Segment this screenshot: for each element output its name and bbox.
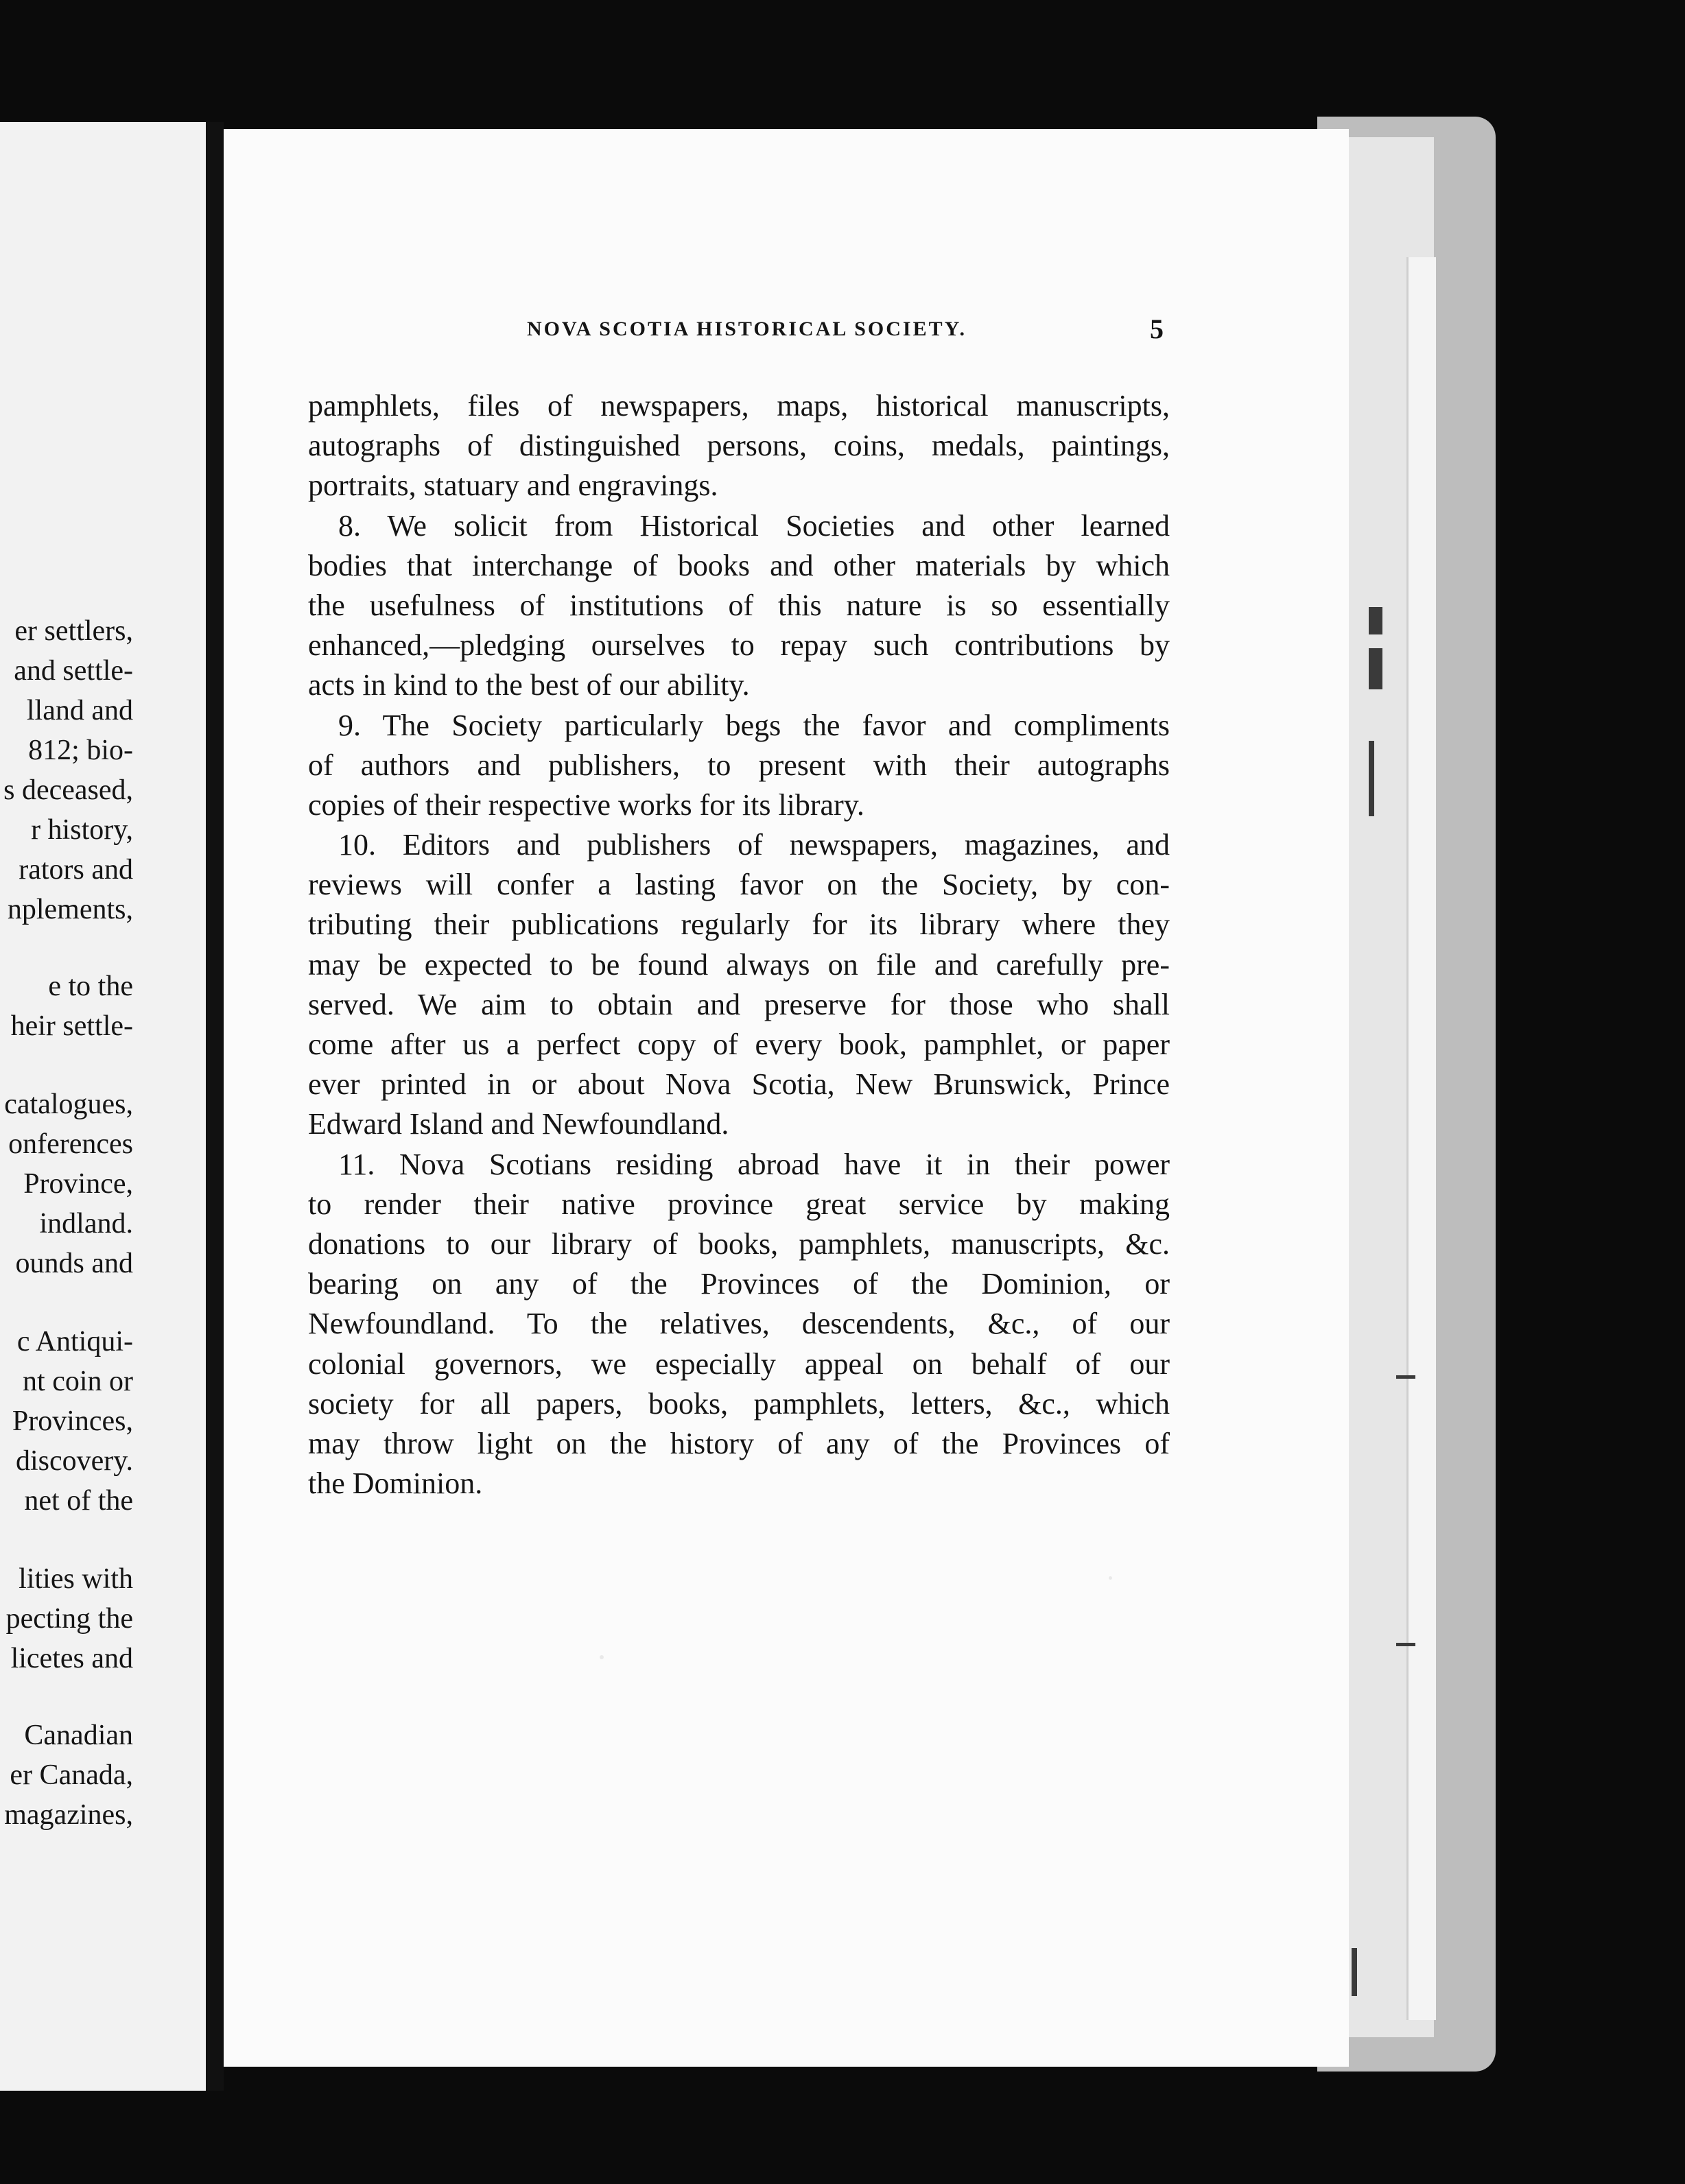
fore-edge bbox=[1406, 257, 1436, 2020]
left-page-line: Province, bbox=[23, 1168, 133, 1200]
text-line: 11. Nova Scotians residing abroad have it in their power bbox=[338, 1147, 1170, 1181]
left-page-line: ounds and bbox=[15, 1248, 133, 1279]
left-page-line: r history, bbox=[31, 814, 133, 846]
page-number: 5 bbox=[1150, 313, 1164, 344]
edge-mark bbox=[1352, 1948, 1357, 1996]
left-page-line: nplements, bbox=[7, 894, 133, 925]
text-line: reviews will confer a lasting favor on the Society, by con- bbox=[308, 868, 1170, 902]
left-page-line: er settlers, bbox=[14, 615, 133, 647]
text-line: acts in kind to the best of our ability. bbox=[308, 668, 750, 702]
left-page-line: magazines, bbox=[4, 1799, 133, 1831]
text-line: ever printed in or about Nova Scotia, New Brunswick, Prince bbox=[308, 1067, 1170, 1102]
edge-mark bbox=[1369, 741, 1374, 816]
left-page-line: Provinces, bbox=[12, 1405, 133, 1437]
left-page-line: lland and bbox=[26, 695, 133, 726]
text-line: to render their native province great service by making bbox=[308, 1187, 1170, 1221]
text-line: 9. The Society particularly begs the favor and compliments bbox=[338, 708, 1170, 742]
book-gutter bbox=[206, 122, 224, 2091]
text-line: 10. Editors and publishers of newspapers, magazines, and bbox=[338, 828, 1170, 862]
left-page-line: heir settle- bbox=[10, 1010, 133, 1042]
text-line: the usefulness of institutions of this nature is so essentially bbox=[308, 588, 1170, 622]
text-line: pamphlets, files of newspapers, maps, historical manuscripts, bbox=[308, 389, 1170, 423]
left-page-line: pecting the bbox=[5, 1603, 133, 1635]
left-page-line: Canadian bbox=[24, 1720, 133, 1751]
left-page-line: c Antiqui- bbox=[16, 1326, 133, 1357]
text-line: may throw light on the history of any of the Provinces of bbox=[308, 1426, 1170, 1460]
text-line: come after us a perfect copy of every book, pamphlet, or paper bbox=[308, 1028, 1170, 1061]
edge-mark bbox=[1369, 607, 1382, 634]
text-line: portraits, statuary and engravings. bbox=[308, 468, 718, 503]
text-line: of authors and publishers, to present with their autographs bbox=[308, 748, 1170, 782]
running-head bbox=[0, 312, 1685, 346]
text-line: tributing their publications regularly for its library where they bbox=[308, 907, 1170, 942]
edge-mark bbox=[1396, 1375, 1415, 1379]
left-page-line: licetes and bbox=[10, 1643, 133, 1674]
left-page-line: onferences bbox=[8, 1128, 133, 1160]
running-title: NOVA SCOTIA HISTORICAL SOCIETY. bbox=[527, 318, 967, 340]
edge-mark bbox=[1369, 648, 1382, 689]
text-line: Edward Island and Newfoundland. bbox=[308, 1107, 729, 1141]
left-page-line: 812; bio- bbox=[28, 735, 133, 766]
left-page-line: e to the bbox=[48, 971, 133, 1002]
left-page bbox=[0, 122, 206, 2091]
text-line: served. We aim to obtain and preserve for those who shall bbox=[308, 987, 1170, 1021]
left-page-line: s deceased, bbox=[3, 774, 133, 806]
text-line: Newfoundland. To the relatives, descendents, &c., of our bbox=[308, 1307, 1170, 1341]
left-page-line: and settle- bbox=[14, 655, 133, 687]
text-line: copies of their respective works for its library. bbox=[308, 787, 864, 822]
text-line: autographs of distinguished persons, coins, medals, paintings, bbox=[308, 429, 1170, 463]
left-page-line: rators and bbox=[19, 854, 133, 886]
left-page-line: nt coin or bbox=[23, 1366, 133, 1397]
text-line: colonial governors, we especially appeal on behalf of our bbox=[308, 1346, 1170, 1381]
text-line: enhanced,—pledging ourselves to repay such contributions by bbox=[308, 628, 1170, 663]
left-page-line: lities with bbox=[19, 1563, 133, 1595]
page-body bbox=[308, 386, 1170, 1504]
text-line: the Dominion. bbox=[308, 1467, 483, 1501]
left-page-line: net of the bbox=[24, 1485, 133, 1517]
left-page-line: discovery. bbox=[15, 1445, 133, 1477]
text-line: may be expected to be found always on file and carefully pre- bbox=[308, 947, 1170, 982]
text-line: 8. We solicit from Historical Societies and other learned bbox=[338, 508, 1170, 543]
text-line: bodies that interchange of books and other materials by which bbox=[308, 548, 1170, 582]
left-page-line: er Canada, bbox=[10, 1759, 133, 1791]
text-line: donations to our library of books, pamphlets, manuscripts, &c. bbox=[308, 1226, 1170, 1261]
paper-speck bbox=[1109, 1576, 1112, 1580]
text-line: society for all papers, books, pamphlets, letters, &c., which bbox=[308, 1386, 1170, 1421]
left-page-line: catalogues, bbox=[4, 1089, 133, 1120]
edge-mark bbox=[1396, 1643, 1415, 1646]
left-page-line: indland. bbox=[39, 1208, 133, 1239]
paper-speck bbox=[600, 1655, 604, 1659]
text-line: bearing on any of the Provinces of the Dominion, or bbox=[308, 1267, 1170, 1301]
